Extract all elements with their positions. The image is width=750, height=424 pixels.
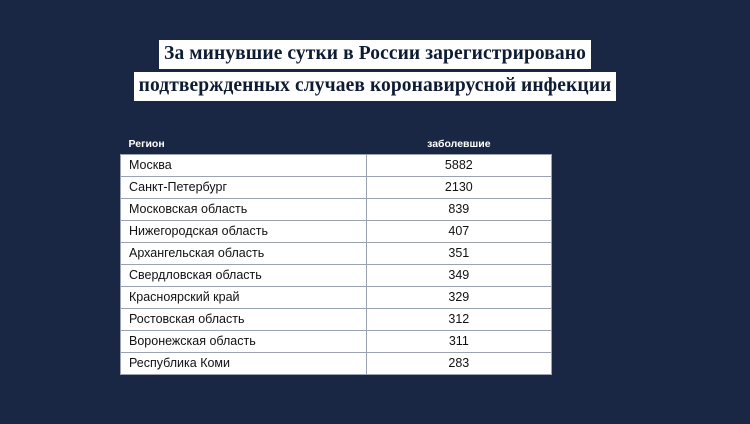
page-title-line-1: За минувшие сутки в России зарегистрировано (159, 40, 591, 69)
cell-region: Свердловская область (121, 265, 367, 287)
table-row (121, 309, 552, 331)
cell-region: Санкт-Петербург (121, 177, 367, 199)
cell-region: Москва (121, 155, 367, 177)
cell-region: Московская область (121, 199, 367, 221)
cell-region: Красноярский край (121, 287, 367, 309)
page-title (0, 40, 750, 101)
column-header-cases: заболевшие (366, 136, 551, 155)
table-row (121, 177, 552, 199)
table-row (121, 331, 552, 353)
table-body (121, 155, 552, 375)
cell-region: Республика Коми (121, 353, 367, 375)
cell-cases: 329 (366, 287, 551, 309)
table-row (121, 287, 552, 309)
cell-cases: 351 (366, 243, 551, 265)
table-row (121, 353, 552, 375)
table-header-row (121, 136, 552, 155)
table-row (121, 199, 552, 221)
page-title-line-2: подтвержденных случаев коронавирусной инфекции (134, 72, 617, 101)
table-row (121, 155, 552, 177)
table-row (121, 243, 552, 265)
cell-region: Архангельская область (121, 243, 367, 265)
cell-cases: 407 (366, 221, 551, 243)
cell-region: Ростовская область (121, 309, 367, 331)
cell-region: Воронежская область (121, 331, 367, 353)
cell-cases: 311 (366, 331, 551, 353)
column-header-region: Регион (121, 136, 367, 155)
cell-region: Нижегородская область (121, 221, 367, 243)
cell-cases: 349 (366, 265, 551, 287)
table-header (121, 136, 552, 155)
table-row (121, 221, 552, 243)
cell-cases: 2130 (366, 177, 551, 199)
table-row (121, 265, 552, 287)
cell-cases: 283 (366, 353, 551, 375)
cases-table (120, 136, 552, 375)
cell-cases: 5882 (366, 155, 551, 177)
cell-cases: 312 (366, 309, 551, 331)
cell-cases: 839 (366, 199, 551, 221)
cases-table-container (120, 136, 552, 375)
